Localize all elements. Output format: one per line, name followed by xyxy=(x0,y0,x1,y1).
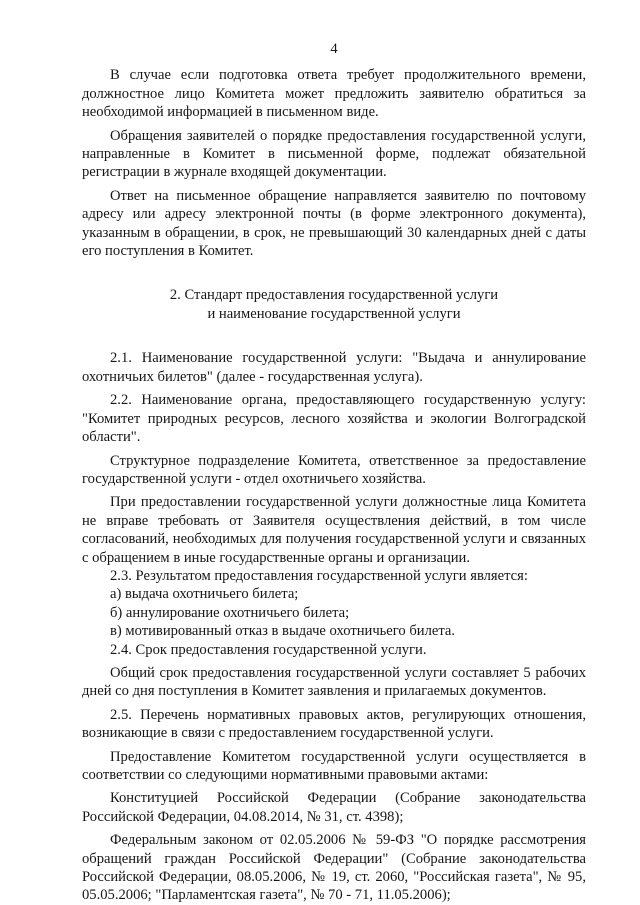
paragraph: 2.5. Перечень нормативных правовых актов, регулирующих отношения, возникающие в связи с предоставлением государственной услуги. xyxy=(82,706,586,742)
list-item: б) аннулирование охотничьего билета; xyxy=(110,604,350,621)
list-item: а) выдача охотничьего билета; xyxy=(110,586,299,603)
paragraph: 2.2. Наименование органа, предоставляющего государственную услугу: "Комитет природных ресурсов, лесного хозяйства и экологии Волгоградской области". xyxy=(82,392,586,446)
paragraph: Обращения заявителей о порядке предоставления государственной услуги, направленные в Комитет в письменной форме, подлежат обязательной регистрации в журнале входящей документации. xyxy=(82,127,586,181)
section-heading-line: 2. Стандарт предоставления государственной услуги xyxy=(169,287,499,304)
paragraph: В случае если подготовка ответа требует продолжительного времени, должностное лицо Комитета может предложить заявителю обратиться за необходимой информацией в письменном виде. xyxy=(82,67,586,121)
paragraph: Ответ на письменное обращение направляется заявителю по почтовому адресу или адресу электронной почты (в форме электронного документа), указанным в обращении, в срок, не превышающий 30 календарных дней с даты его поступления в Комитет. xyxy=(82,187,586,260)
paragraph: Конституцией Российской Федерации (Собрание законодательства Российской Федерации, 04.08.2014, № 31, ст. 4398); xyxy=(82,790,586,825)
paragraph: 2.4. Срок предоставления государственной услуги. xyxy=(110,641,427,658)
paragraph: При предоставлении государственной услуги должностные лица Комитета не вправе требовать от Заявителя осуществления действий, в том числе согласований, необходимых для получения государственной услуги и связанных с обращением в иные государственные органы и организации. xyxy=(82,494,586,566)
list-item: в) мотивированный отказ в выдаче охотничьего билета. xyxy=(110,623,456,640)
paragraph: Предоставление Комитетом государственной услуги осуществляется в соответствии со следующими нормативными правовыми актами: xyxy=(82,748,586,783)
section-heading-line: и наименование государственной услуги xyxy=(207,306,461,323)
paragraph: Общий срок предоставления государственной услуги составляет 5 рабочих дней со дня поступления в Комитет заявления и прилагаемых документов. xyxy=(82,664,586,700)
page-number: 4 xyxy=(330,41,338,57)
paragraph: Структурное подразделение Комитета, ответственное за предоставление государственной услуги - отдел охотничьего хозяйства. xyxy=(82,452,586,487)
paragraph: 2.3. Результатом предоставления государственной услуги является: xyxy=(110,567,528,584)
paragraph: 2.1. Наименование государственной услуги: "Выдача и аннулирование охотничьих билетов" (далее - государственная услуга). xyxy=(82,350,586,385)
section-heading xyxy=(82,286,586,324)
paragraph: Федеральным законом от 02.05.2006 № 59-ФЗ "О порядке рассмотрения обращений граждан Российской Федерации" (Собрание законодательства Российской Федерации, 08.05.2006, № 19, ст. 2060, "Российская газета", № 95, 05.05.2006; "Парламентская газета", № 70 - 71, 11.05.2006); xyxy=(82,832,586,904)
